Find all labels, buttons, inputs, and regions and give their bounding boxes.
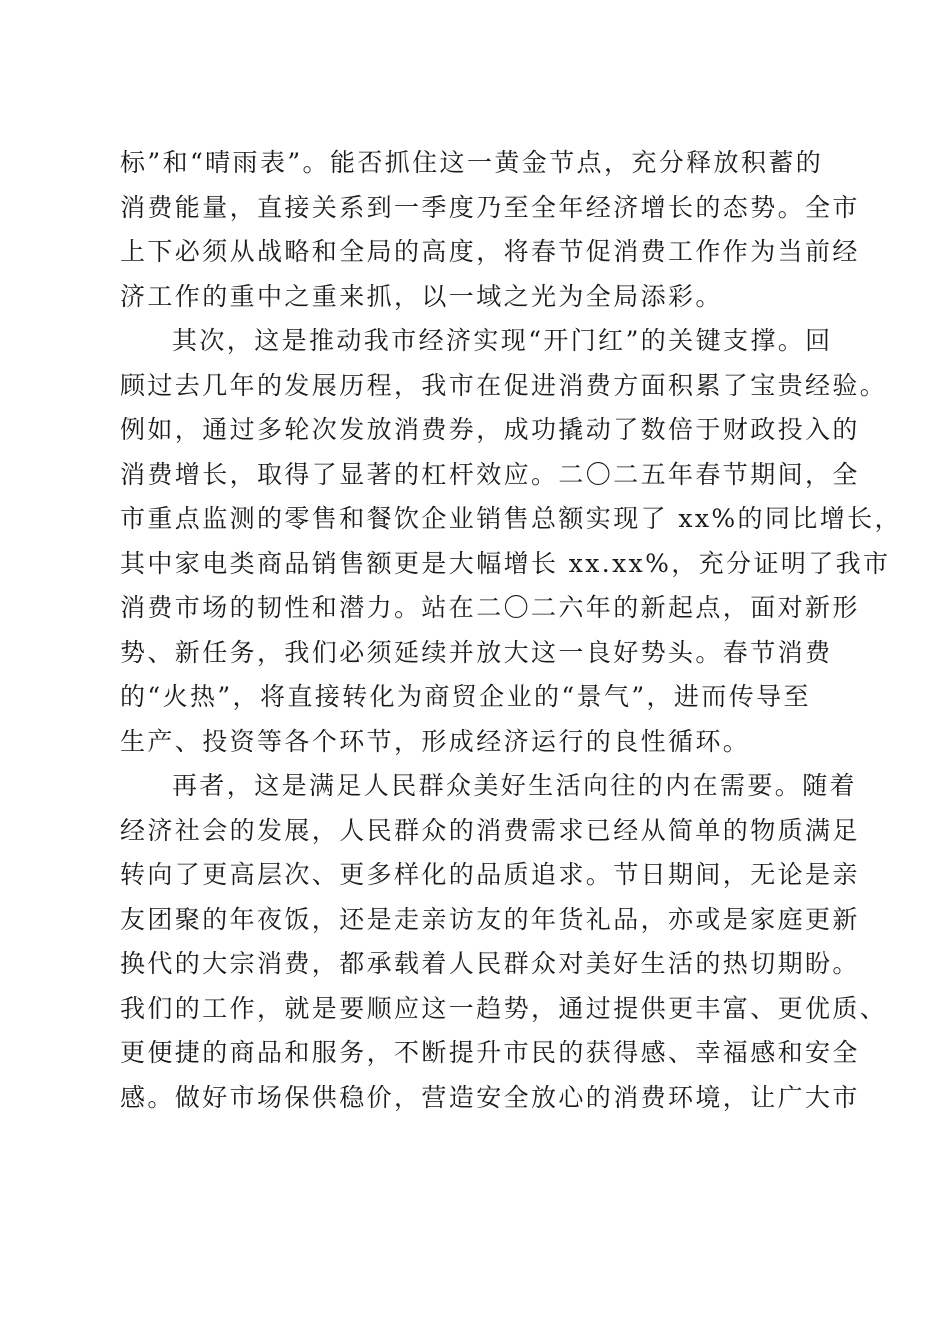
text-line: 标”和“晴雨表”。能否抓住这一黄金节点，充分释放积蓄的 (120, 148, 824, 177)
body-text (120, 141, 902, 1120)
text-line: 感。做好市场保供稳价，营造安全放心的消费环境，让广大市 (120, 1082, 860, 1112)
text-line: 消费增长，取得了显著的杠杆效应。二〇二五年春节期间，全 (120, 459, 860, 489)
text-line: 市重点监测的零售和餐饮企业销售总额实现了 xx%的同比增长， (120, 504, 902, 533)
text-line: 经济社会的发展，人民群众的消费需求已经从简单的物质满足 (120, 815, 860, 845)
paragraph-start-line: 再者，这是满足人民群众美好生活向往的内在需要。随着 (172, 771, 858, 800)
text-line: 的“火热”，将直接转化为商贸企业的“景气”，进而传导至 (120, 682, 811, 711)
text-line: 例如，通过多轮次发放消费券，成功撬动了数倍于财政投入的 (120, 415, 860, 444)
text-line: 转向了更高层次、更多样化的品质追求。节日期间，无论是亲 (120, 860, 860, 889)
text-line: 换代的大宗消费，都承载着人民群众对美好生活的热切期盼。 (120, 949, 860, 978)
text-line: 济工作的重中之重来抓，以一域之光为全局添彩。 (120, 281, 723, 311)
text-line: 消费能量，直接关系到一季度乃至全年经济增长的态势。全市 (120, 192, 860, 222)
text-line: 上下必须从战略和全局的高度，将春节促消费工作作为当前经 (120, 237, 860, 266)
text-line: 顾过去几年的发展历程，我市在促进消费方面积累了宝贵经验。 (120, 370, 888, 400)
text-line: 其中家电类商品销售额更是大幅增长 xx.xx%，充分证明了我市 (120, 548, 891, 578)
paragraph-start-line: 其次，这是推动我市经济实现“开门红”的关键支撑。回 (172, 326, 833, 355)
text-line: 生产、投资等各个环节，形成经济运行的良性循环。 (120, 726, 751, 756)
text-line: 势、新任务，我们必须延续并放大这一良好势头。春节消费 (120, 637, 833, 667)
text-line: 我们的工作，就是要顺应这一趋势，通过提供更丰富、更优质、 (120, 993, 888, 1023)
text-line: 消费市场的韧性和潜力。站在二〇二六年的新起点，面对新形 (120, 593, 860, 622)
text-line: 友团聚的年夜饭，还是走亲访友的年货礼品，亦或是家庭更新 (120, 904, 860, 934)
text-line: 更便捷的商品和服务，不断提升市民的获得感、幸福感和安全 (120, 1038, 860, 1067)
